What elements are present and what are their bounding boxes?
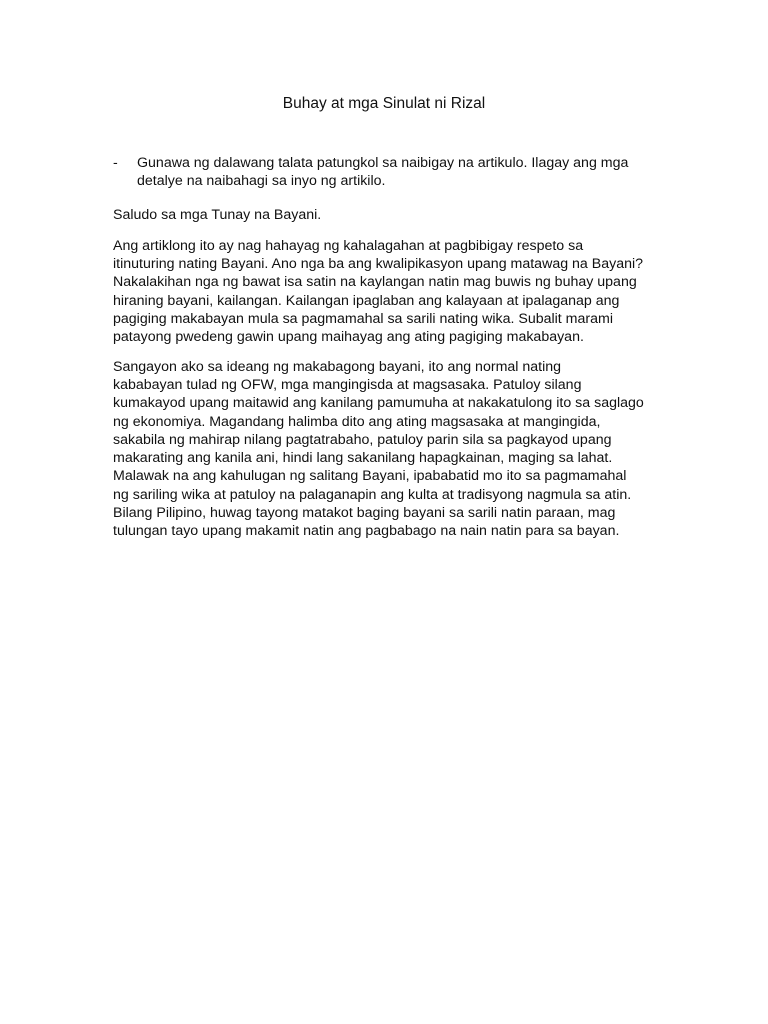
essay-paragraph-1: Ang artiklong ito ay nag hahayag ng kahalagahan at pagbibigay respeto sa itinuturing nating Bayani. Ano nga ba ang kwalipikasyon upang matawag na Bayani? Nakalakihan nga ng bawat isa satin na kaylangan natin mag buwis ng buhay upang hiraning bayani, kailangan. Kailangan ipaglaban ang kalayaan at ipalaganap ang pagiging makabayan mula sa pagmamahal sa sarili nating wika. Subalit marami patayong pwedeng gawin upang maihayag ang ating pagiging makabayan. [113, 237, 644, 346]
document-body [113, 154, 688, 552]
instruction-bullet [113, 154, 688, 191]
instruction-text: Gunawa ng dalawang talata patungkol sa naibigay na artikulo. Ilagay ang mga detalye na naibahagi sa inyo ng artikilo. [137, 155, 629, 190]
essay-paragraph-2: Sangayon ako sa ideang ng makabagong bayani, ito ang normal nating kababayan tulad ng OFW, mga mangingisda at magsasaka. Patuloy silang kumakayod upang maitawid ang kanilang pamumuha at nakakatulong ito sa saglago ng ekonomiya. Magandang halimba dito ang ating magsasaka at mangingida, sakabila ng mahirap nilang pagtatrabaho, patuloy parin sila sa pagkayod upang makarating ang kanila ani, hindi lang sakanilang hapagkainan, maging sa lahat. Malawak na ang kahulugan ng salitang Bayani, ipababatid mo ito sa pagmamahal ng sariling wika at patuloy na palaganapin ang kulta at tradisyong nagmula sa atin. Bilang Pilipino, huwag tayong matakot baging bayani sa sarili natin paraan, mag tulungan tayo upang makamit natin ang pagbabago na nain natin para sa bayan. [113, 358, 644, 540]
essay-subtitle: Saludo sa mga Tunay na Bayani. [113, 206, 322, 223]
bullet-marker: - [113, 155, 118, 171]
page-title: Buhay at mga Sinulat ni Rizal [282, 95, 486, 112]
